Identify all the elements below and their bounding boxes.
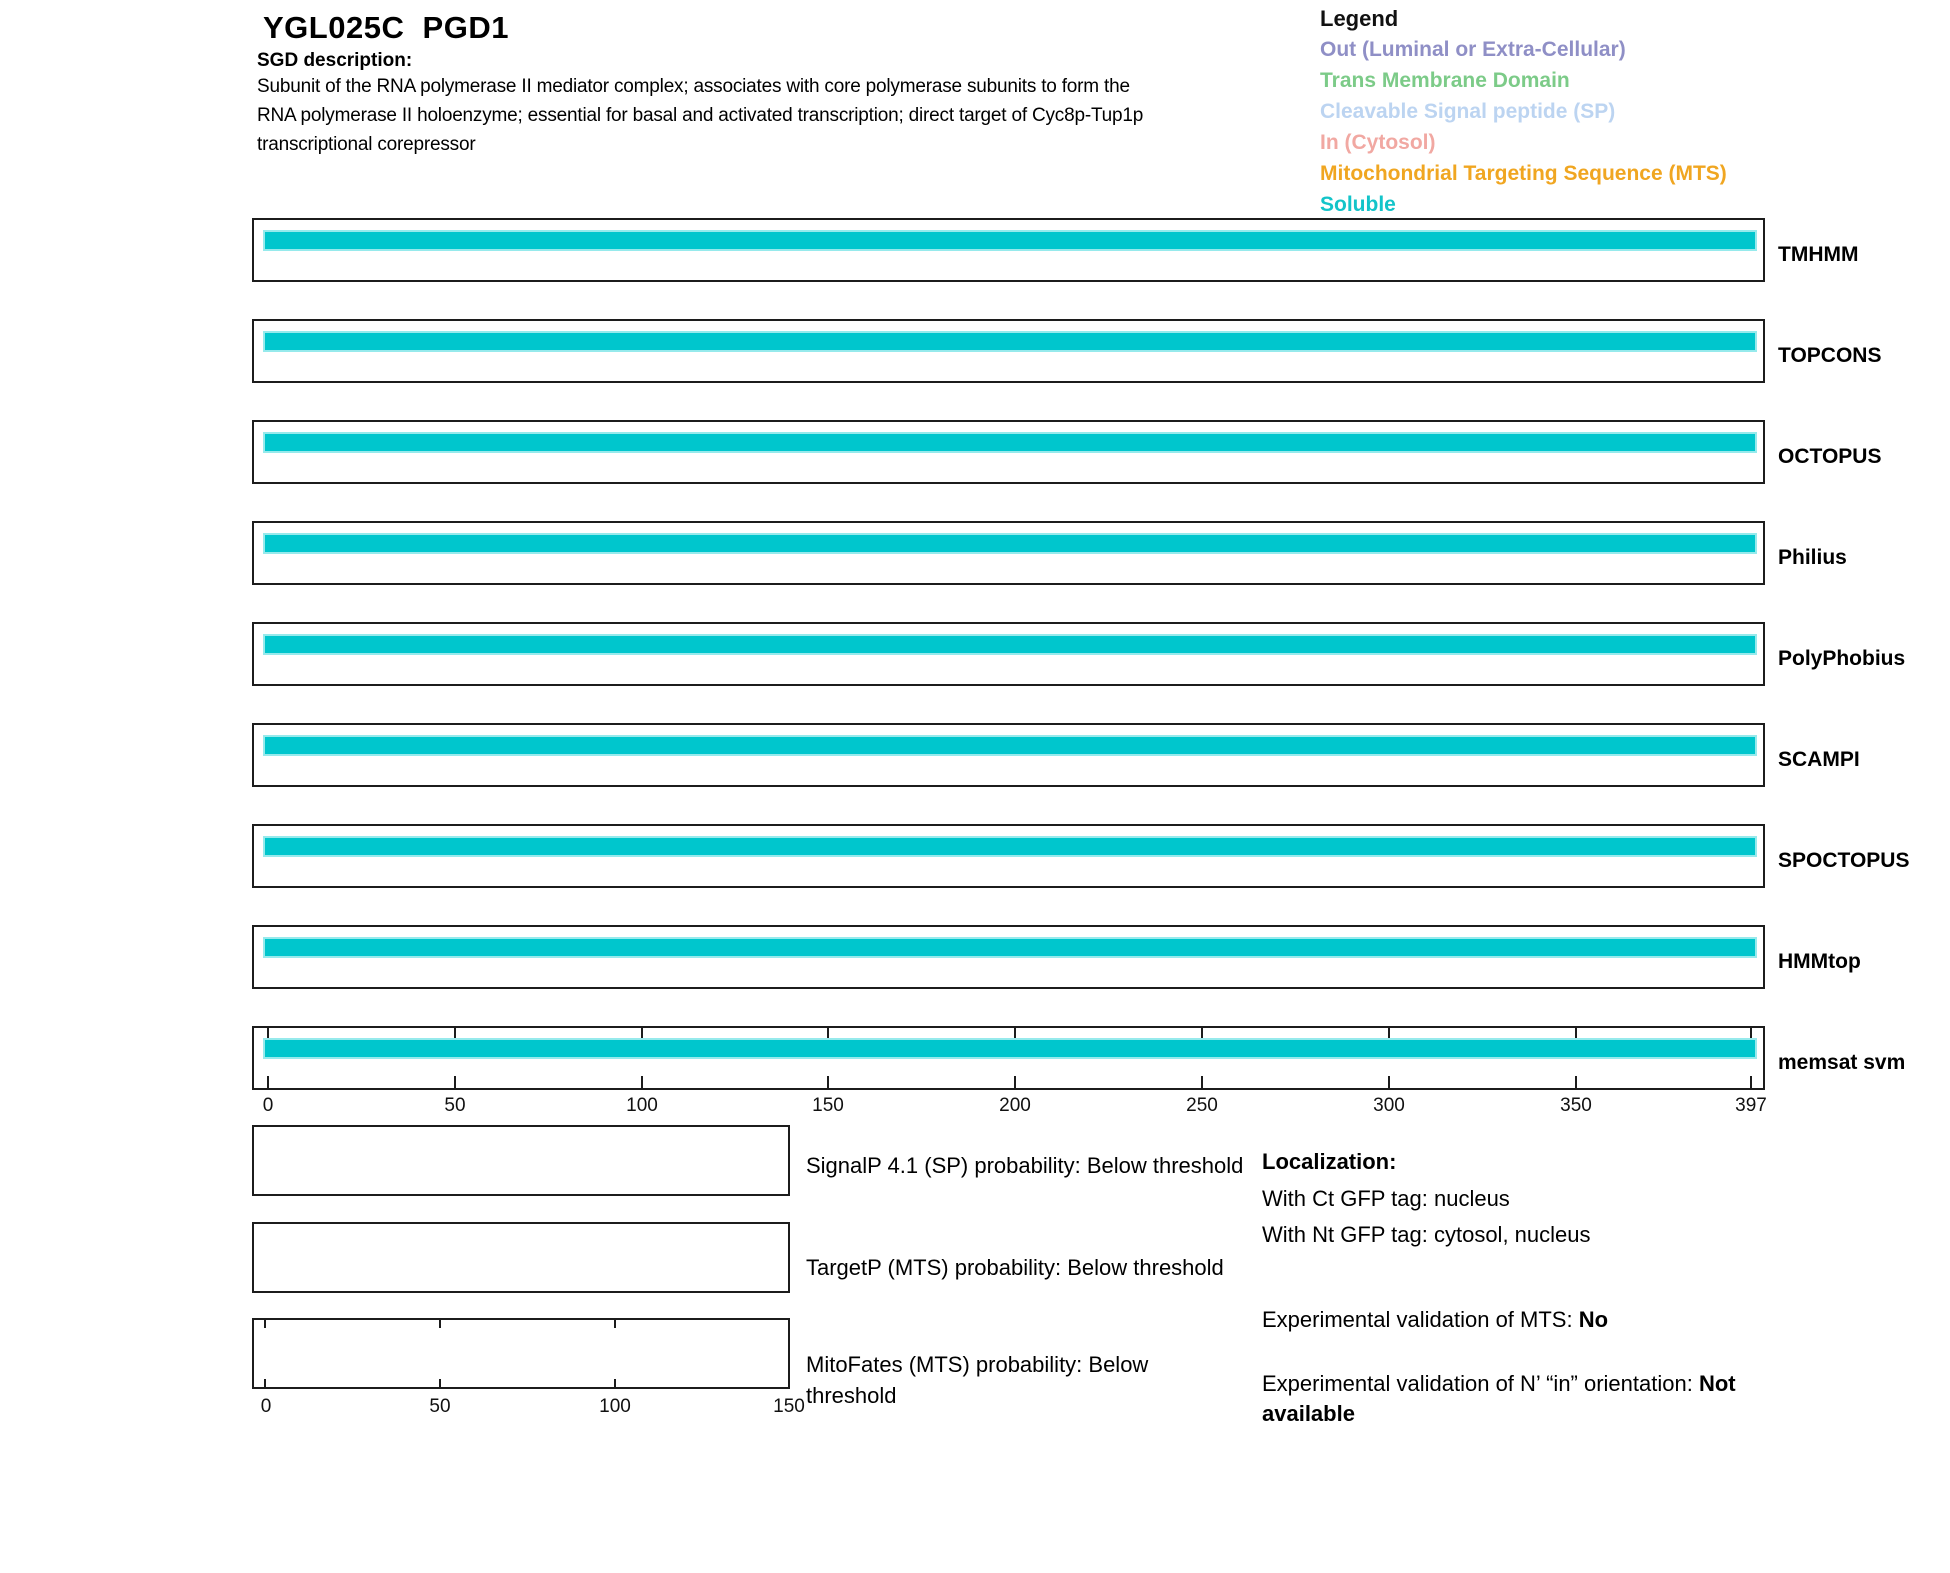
prob-axis-tick-label: 50 [429,1396,451,1417]
track-box-polyphobius [252,622,1765,686]
track-label-topcons: TOPCONS [1778,344,1882,367]
legend [1320,4,1727,220]
orientation-validation-value: Not [1698,1371,1736,1396]
axis-tick [439,1320,441,1328]
legend-item-transmembrane: Trans Membrane Domain [1320,69,1570,92]
mitofates-label-line2: threshold [806,1383,897,1408]
x-axis-tick-label: 100 [626,1095,658,1116]
localization-ct-gfp: With Ct GFP tag: nucleus [1262,1186,1510,1211]
orientation-validation-line1 [1262,1370,1736,1398]
axis-tick [614,1379,616,1387]
x-axis-tick-label: 397 [1735,1095,1767,1116]
soluble-span-bar [263,533,1757,554]
x-axis-tick-label: 150 [812,1095,844,1116]
track-label-octopus: OCTOPUS [1778,445,1882,468]
soluble-span-bar [263,331,1757,352]
track-box-memsat-svm [252,1026,1765,1090]
axis-tick [1575,1076,1577,1088]
orientation-validation-line2: available [1262,1401,1355,1426]
localization-heading: Localization: [1262,1149,1397,1174]
track-box-octopus [252,420,1765,484]
legend-item-in-cytosol: In (Cytosol) [1320,131,1436,154]
legend-item-out: Out (Luminal or Extra-Cellular) [1320,38,1626,61]
soluble-span-bar [263,836,1757,857]
track-box-tmhmm [252,218,1765,282]
x-axis-tick-label: 300 [1373,1095,1405,1116]
legend-item-signal-peptide: Cleavable Signal peptide (SP) [1320,100,1616,123]
track-label-philius: Philius [1778,546,1847,569]
mitofates-label-line1: MitoFates (MTS) probability: Below [806,1352,1149,1377]
mitofates-probability-label [806,1349,1148,1411]
legend-item-soluble: Soluble [1320,193,1396,216]
sgd-description-heading: SGD description: [257,50,413,71]
legend-title: Legend [1320,6,1399,31]
prob-axis-tick-label: 150 [773,1396,805,1417]
axis-tick [1201,1076,1203,1088]
track-box-spoctopus [252,824,1765,888]
track-label-scampi: SCAMPI [1778,748,1860,771]
prob-axis-tick-label: 0 [260,1396,272,1417]
sgd-description-line: transcriptional corepressor [257,134,476,155]
axis-tick [641,1076,643,1088]
x-axis-tick-label: 50 [444,1095,466,1116]
sgd-description-line: RNA polymerase II holoenzyme; essential for basal and activated transcription; direct target of Cyc8p-Tup1p [257,105,1144,126]
soluble-span-bar [263,634,1757,655]
axis-tick [614,1320,616,1328]
axis-tick [827,1076,829,1088]
track-label-polyphobius: PolyPhobius [1778,647,1906,670]
signalp-probability-label: SignalP 4.1 (SP) probability: Below threshold [806,1153,1244,1178]
x-axis-tick-label: 0 [262,1095,274,1116]
mts-validation-line [1262,1306,1608,1334]
track-box-topcons [252,319,1765,383]
track-box-scampi [252,723,1765,787]
mts-validation-text: Experimental validation of MTS: [1262,1307,1579,1332]
sgd-description-text [257,72,1143,159]
page-title: YGL025C PGD1 [263,10,509,45]
track-label-tmhmm: TMHMM [1778,243,1859,266]
track-box-philius [252,521,1765,585]
track-label-spoctopus: SPOCTOPUS [1778,849,1910,872]
axis-tick [454,1076,456,1088]
sgd-description-line: Subunit of the RNA polymerase II mediator complex; associates with core polymerase subunits to form the [257,76,1130,97]
targetp-probability-label: TargetP (MTS) probability: Below threshold [806,1255,1224,1280]
soluble-span-bar [263,432,1757,453]
track-box-hmmtop [252,925,1765,989]
soluble-span-bar [263,937,1757,958]
soluble-span-bar [263,230,1757,251]
axis-tick [1750,1076,1752,1088]
prob-axis-tick-label: 100 [599,1396,631,1417]
track-label-hmmtop: HMMtop [1778,950,1861,973]
axis-tick [267,1076,269,1088]
mitofates-probability-box [252,1318,790,1389]
localization-nt-gfp: With Nt GFP tag: cytosol, nucleus [1262,1222,1591,1247]
targetp-probability-box [252,1222,790,1293]
soluble-span-bar [263,1038,1757,1059]
x-axis-tick-label: 250 [1186,1095,1218,1116]
x-axis-tick-label: 200 [999,1095,1031,1116]
legend-items [1320,34,1727,220]
axis-tick [1014,1076,1016,1088]
orientation-validation-text: Experimental validation of N’ “in” orientation: [1262,1371,1699,1396]
soluble-span-bar [263,735,1757,756]
axis-tick [264,1379,266,1387]
x-axis-tick-label: 350 [1560,1095,1592,1116]
legend-item-mts: Mitochondrial Targeting Sequence (MTS) [1320,162,1727,185]
axis-tick [1388,1076,1390,1088]
track-label-memsat-svm: memsat svm [1778,1051,1906,1074]
axis-tick [264,1320,266,1328]
signalp-probability-box [252,1125,790,1196]
axis-tick [439,1379,441,1387]
mts-validation-value: No [1578,1307,1609,1332]
